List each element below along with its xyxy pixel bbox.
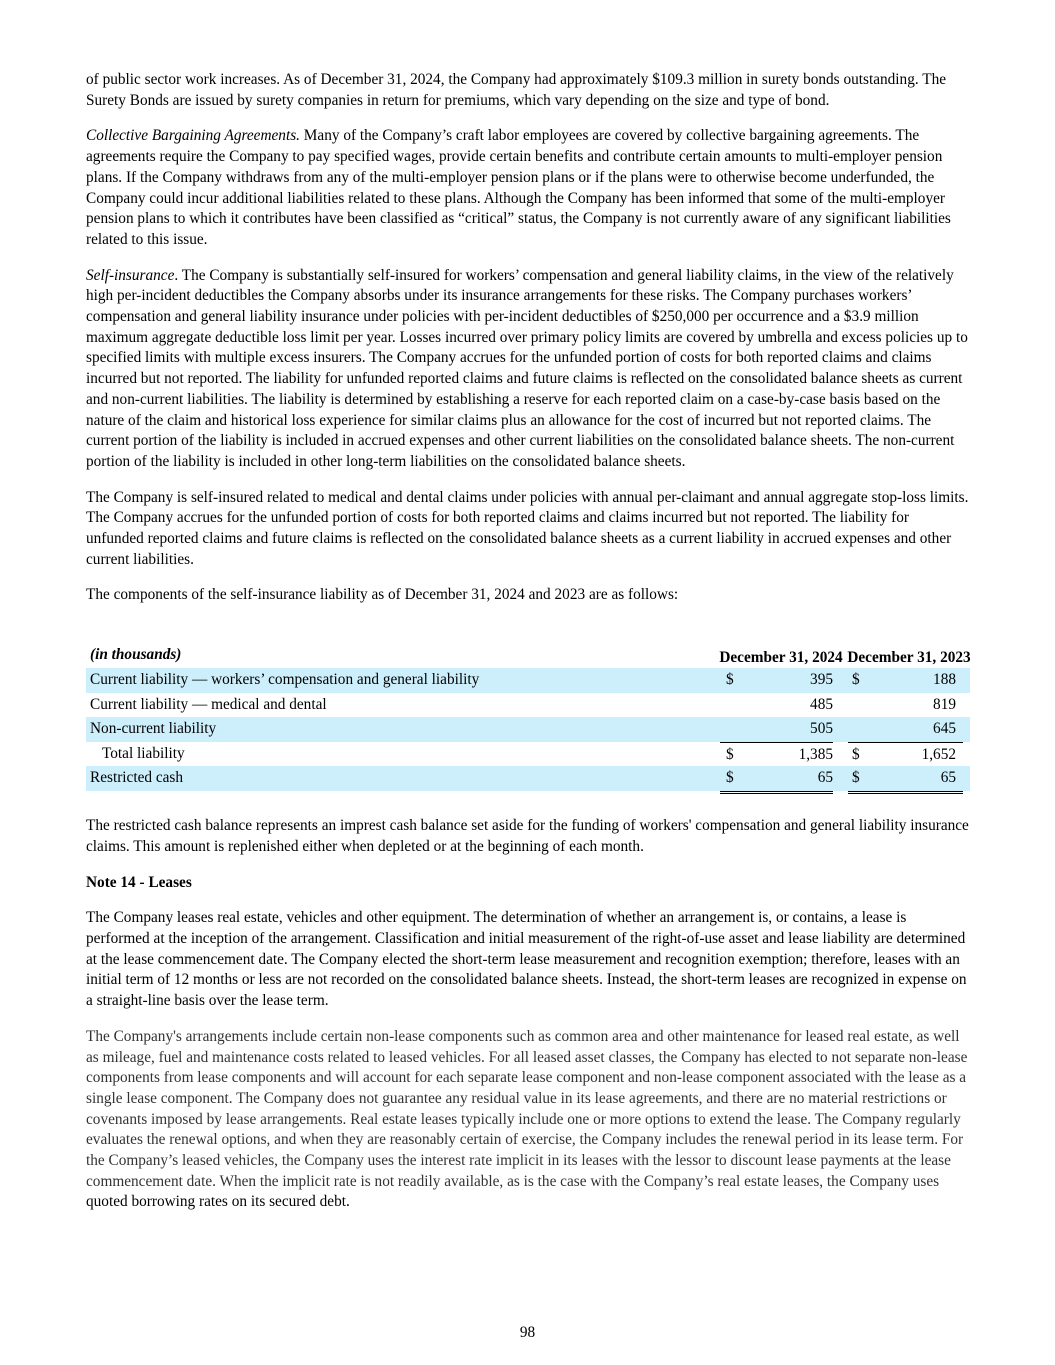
paragraph-leases-2 [86, 1027, 970, 1213]
row-label: Current liability — medical and dental [90, 695, 327, 713]
value-2023: 645 [933, 720, 956, 738]
paragraph-self-insurance [86, 266, 970, 473]
value-2023: 188 [933, 671, 956, 689]
value-2024: 1,385 [798, 745, 833, 763]
unit-label: (in thousands) [90, 646, 182, 664]
currency-symbol: $ [852, 745, 860, 763]
self-insurance-body: . The Company is substantially self-insured for workers’ compensation and general liability claims, in the view of the relatively high per-incident deductibles the Company absorbs under its insurance arrangements for these risks. The Company purchases workers’ compensation and general liability insurance under policies with per-incident deductibles of $250,000 per occurrence and a $3.9 million maximum aggregate deductible loss limit per year. Losses incurred over primary policy limits are covered by umbrella and excess policies up to specified limits with multiple excess insurers. The Company accrues for the unfunded portion of costs for both reported claims and claims incurred but not reported. The liability for unfunded reported claims and future claims is reflected on the consolidated balance sheets as current and non-current liabilities. The liability is determined by establishing a reserve for each reported claim on a case-by-case basis based on the nature of the claim and historical loss experience for similar claims plus an allowance for the cost of incurred but not reported claims. The current portion of the liability is included in accrued expenses and other current liabilities on the consolidated balance sheets. The non-current portion of the liability is included in other long-term liabilities on the consolidated balance sheets. [86, 266, 968, 470]
currency-symbol: $ [852, 671, 860, 689]
value-2023: 65 [940, 769, 956, 787]
value-2024: 485 [810, 695, 833, 713]
table-row [86, 668, 970, 693]
table-row-restricted-cash [86, 766, 970, 791]
value-2024: 505 [810, 720, 833, 738]
paragraph-components-intro: The components of the self-insurance liability as of December 31, 2024 and 2023 are as follows: [86, 586, 679, 604]
currency-symbol: $ [726, 671, 734, 689]
column-header-2023: December 31, 2023 [847, 649, 971, 667]
row-label: Restricted cash [90, 769, 184, 787]
cba-body: Many of the Company’s craft labor employees are covered by collective bargaining agreements. The agreements require the Company to pay specified wages, provide certain benefits and contribute certain amounts to multi-employer pension plans. If the Company withdraws from any of the multi-employer pension plans or if the plans were to otherwise become underfunded, the Company could incur additional liabilities related to these plans. Although the Company has been informed that some of the multi-employer pension plans to which it contributes have been classified as “critical” status, the Company is not currently aware of any significant liabilities related to this issue. [86, 127, 951, 248]
column-header-2024: December 31, 2024 [719, 649, 843, 667]
self-insurance-table [86, 630, 970, 800]
currency-symbol: $ [852, 769, 860, 787]
leases-2-tail: quoted borrowing rates on its secured debt. [86, 1193, 350, 1211]
document-page [86, 70, 970, 1213]
paragraph-medical-dental: The Company is self-insured related to medical and dental claims under policies with annual per-claimant and annual aggregate stop-loss limits. The Company accrues for the unfunded portion of costs for both reported claims and claims incurred but not reported. The liability for unfunded reported claims and future claims is reflected on the consolidated balance sheets as a current liability in accrued expenses and other current liabilities. [86, 488, 969, 568]
paragraph-restricted-cash: The restricted cash balance represents an imprest cash balance set aside for the funding of workers' compensation and general liability insurance claims. This amount is replenished either when depleted or at the beginning of each month. [86, 817, 969, 855]
row-label: Non-current liability [90, 720, 217, 738]
table-row [86, 717, 970, 742]
value-2023: 1,652 [921, 745, 956, 763]
self-insurance-heading: Self-insurance [86, 266, 175, 284]
currency-symbol: $ [726, 745, 734, 763]
leases-2-text: The Company's arrangements include certain non-lease components such as common area and other maintenance for leased real estate, as well as mileage, fuel and maintenance costs related to leased vehicles. For all leased asset classes, the Company has elected to not separate non-lease components from lease components and will account for each separate lease component and non-lease component associated with the lease as a single lease component. The Company does not guarantee any residual value in its lease agreements, and there are no material restrictions or covenants imposed by lease arrangements. Real estate leases typically include one or more options to extend the lease. The Company regularly evaluates the renewal options, and when they are reasonably certain of exercise, the Company includes the renewal period in its lease term. For the Company’s leased vehicles, the Company uses the interest rate implicit in its leases with the lessor to discount lease payments at the lease commencement date. When the implicit rate is not readily available, as is the case with the Company’s real estate leases, the Company uses [86, 1027, 968, 1190]
row-label: Current liability — workers’ compensation and general liability [90, 671, 480, 689]
page-number: 98 [519, 1324, 536, 1341]
table-row-total [86, 742, 970, 767]
paragraph-leases-1: The Company leases real estate, vehicles and other equipment. The determination of whether an arrangement is, or contains, a lease is performed at the inception of the arrangement. Classification and initial measurement of the right-of-use asset and lease liability are determined at the lease commencement date. The Company elected the short-term lease measurement and recognition exemption; therefore, leases with an initial term of 12 months or less are not recorded on the consolidated balance sheets. Instead, the short-term leases are recognized in expense on a straight-line basis over the lease term. [86, 909, 967, 1010]
paragraph-collective-bargaining [86, 126, 970, 250]
value-2024: 65 [817, 769, 833, 787]
row-label: Total liability [102, 744, 185, 762]
table-row [86, 693, 970, 718]
note-14-heading: Note 14 - Leases [86, 873, 192, 891]
value-2023: 819 [933, 695, 956, 713]
currency-symbol: $ [726, 769, 734, 787]
paragraph-surety-bonds: of public sector work increases. As of December 31, 2024, the Company had approximately $109.3 million in surety bonds outstanding. The Surety Bonds are issued by surety companies in return for premiums, which vary depending on the size and type of bond. [86, 71, 947, 109]
table-header [86, 630, 970, 666]
cba-heading: Collective Bargaining Agreements. [86, 127, 300, 145]
value-2024: 395 [810, 671, 833, 689]
